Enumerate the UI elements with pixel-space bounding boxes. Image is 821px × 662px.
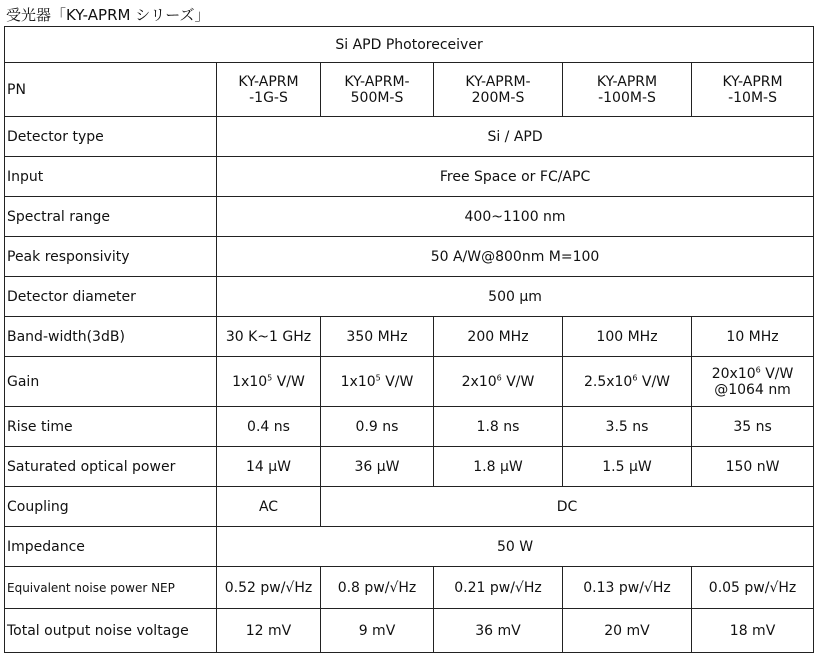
gain-cell: $2.5x10^6$ V/W xyxy=(563,357,692,407)
saturated-power-cell: 36 μW xyxy=(321,447,434,487)
rise-time-cell: 3.5 ns xyxy=(563,407,692,447)
page-heading: 受光器「KY-APRM シリーズ」 xyxy=(6,6,210,24)
noise-voltage-cell: 18 mV xyxy=(692,609,814,653)
saturated-power-cell: 150 nW xyxy=(692,447,814,487)
bandwidth-cell: 10 MHz xyxy=(692,317,814,357)
coupling-ac: AC xyxy=(217,487,321,527)
spectral-range-value: 400~1100 nm xyxy=(217,197,814,237)
bandwidth-cell: 350 MHz xyxy=(321,317,434,357)
nep-cell: 0.21 pw/√Hz xyxy=(434,567,563,609)
nep-cell: 0.05 pw/√Hz xyxy=(692,567,814,609)
model-500m: KY-APRM- 500M-S xyxy=(321,63,434,117)
peak-responsivity-row xyxy=(5,237,814,277)
table-title-row xyxy=(5,27,814,63)
saturated-power-row xyxy=(5,447,814,487)
saturated-power-label: Saturated optical power xyxy=(5,447,217,487)
nep-cell: 0.8 pw/√Hz xyxy=(321,567,434,609)
coupling-dc: DC xyxy=(321,487,814,527)
bandwidth-cell: 200 MHz xyxy=(434,317,563,357)
coupling-row xyxy=(5,487,814,527)
rise-time-label: Rise time xyxy=(5,407,217,447)
impedance-value: 50 W xyxy=(217,527,814,567)
input-label: Input xyxy=(5,157,217,197)
model-1g: KY-APRM -1G-S xyxy=(217,63,321,117)
detector-type-row xyxy=(5,117,814,157)
pn-label: PN xyxy=(5,63,217,117)
gain-cell: $20x10^6$ V/W @1064 nm xyxy=(692,357,814,407)
impedance-row xyxy=(5,527,814,567)
noise-voltage-cell: 12 mV xyxy=(217,609,321,653)
detector-diameter-value: 500 μm xyxy=(217,277,814,317)
rise-time-cell: 35 ns xyxy=(692,407,814,447)
bandwidth-cell: 30 K~1 GHz xyxy=(217,317,321,357)
saturated-power-cell: 1.5 μW xyxy=(563,447,692,487)
nep-label: Equivalent noise power NEP xyxy=(5,567,217,609)
nep-cell: 0.52 pw/√Hz xyxy=(217,567,321,609)
bandwidth-label: Band-width(3dB) xyxy=(5,317,217,357)
model-100m: KY-APRM -100M-S xyxy=(563,63,692,117)
peak-responsivity-value: 50 A/W@800nm M=100 xyxy=(217,237,814,277)
noise-voltage-cell: 20 mV xyxy=(563,609,692,653)
bandwidth-cell: 100 MHz xyxy=(563,317,692,357)
gain-label: Gain xyxy=(5,357,217,407)
noise-voltage-cell: 36 mV xyxy=(434,609,563,653)
rise-time-cell: 0.9 ns xyxy=(321,407,434,447)
detector-diameter-label: Detector diameter xyxy=(5,277,217,317)
detector-diameter-row xyxy=(5,277,814,317)
detector-type-value: Si / APD xyxy=(217,117,814,157)
input-value: Free Space or FC/APC xyxy=(217,157,814,197)
saturated-power-cell: 1.8 μW xyxy=(434,447,563,487)
spectral-range-row xyxy=(5,197,814,237)
peak-responsivity-label: Peak responsivity xyxy=(5,237,217,277)
model-200m: KY-APRM- 200M-S xyxy=(434,63,563,117)
impedance-label: Impedance xyxy=(5,527,217,567)
noise-voltage-cell: 9 mV xyxy=(321,609,434,653)
bandwidth-row xyxy=(5,317,814,357)
table-title: Si APD Photoreceiver xyxy=(5,27,814,63)
gain-cell: $1x10^5$ V/W xyxy=(321,357,434,407)
noise-voltage-label: Total output noise voltage xyxy=(5,609,217,653)
rise-time-row xyxy=(5,407,814,447)
noise-voltage-row xyxy=(5,609,814,653)
coupling-label: Coupling xyxy=(5,487,217,527)
model-10m: KY-APRM -10M-S xyxy=(692,63,814,117)
spec-table xyxy=(4,26,814,653)
gain-cell: $2x10^6$ V/W xyxy=(434,357,563,407)
pn-row xyxy=(5,63,814,117)
rise-time-cell: 1.8 ns xyxy=(434,407,563,447)
gain-row xyxy=(5,357,814,407)
saturated-power-cell: 14 μW xyxy=(217,447,321,487)
nep-cell: 0.13 pw/√Hz xyxy=(563,567,692,609)
gain-cell: $1x10^5$ V/W xyxy=(217,357,321,407)
detector-type-label: Detector type xyxy=(5,117,217,157)
rise-time-cell: 0.4 ns xyxy=(217,407,321,447)
input-row xyxy=(5,157,814,197)
spectral-range-label: Spectral range xyxy=(5,197,217,237)
nep-row xyxy=(5,567,814,609)
